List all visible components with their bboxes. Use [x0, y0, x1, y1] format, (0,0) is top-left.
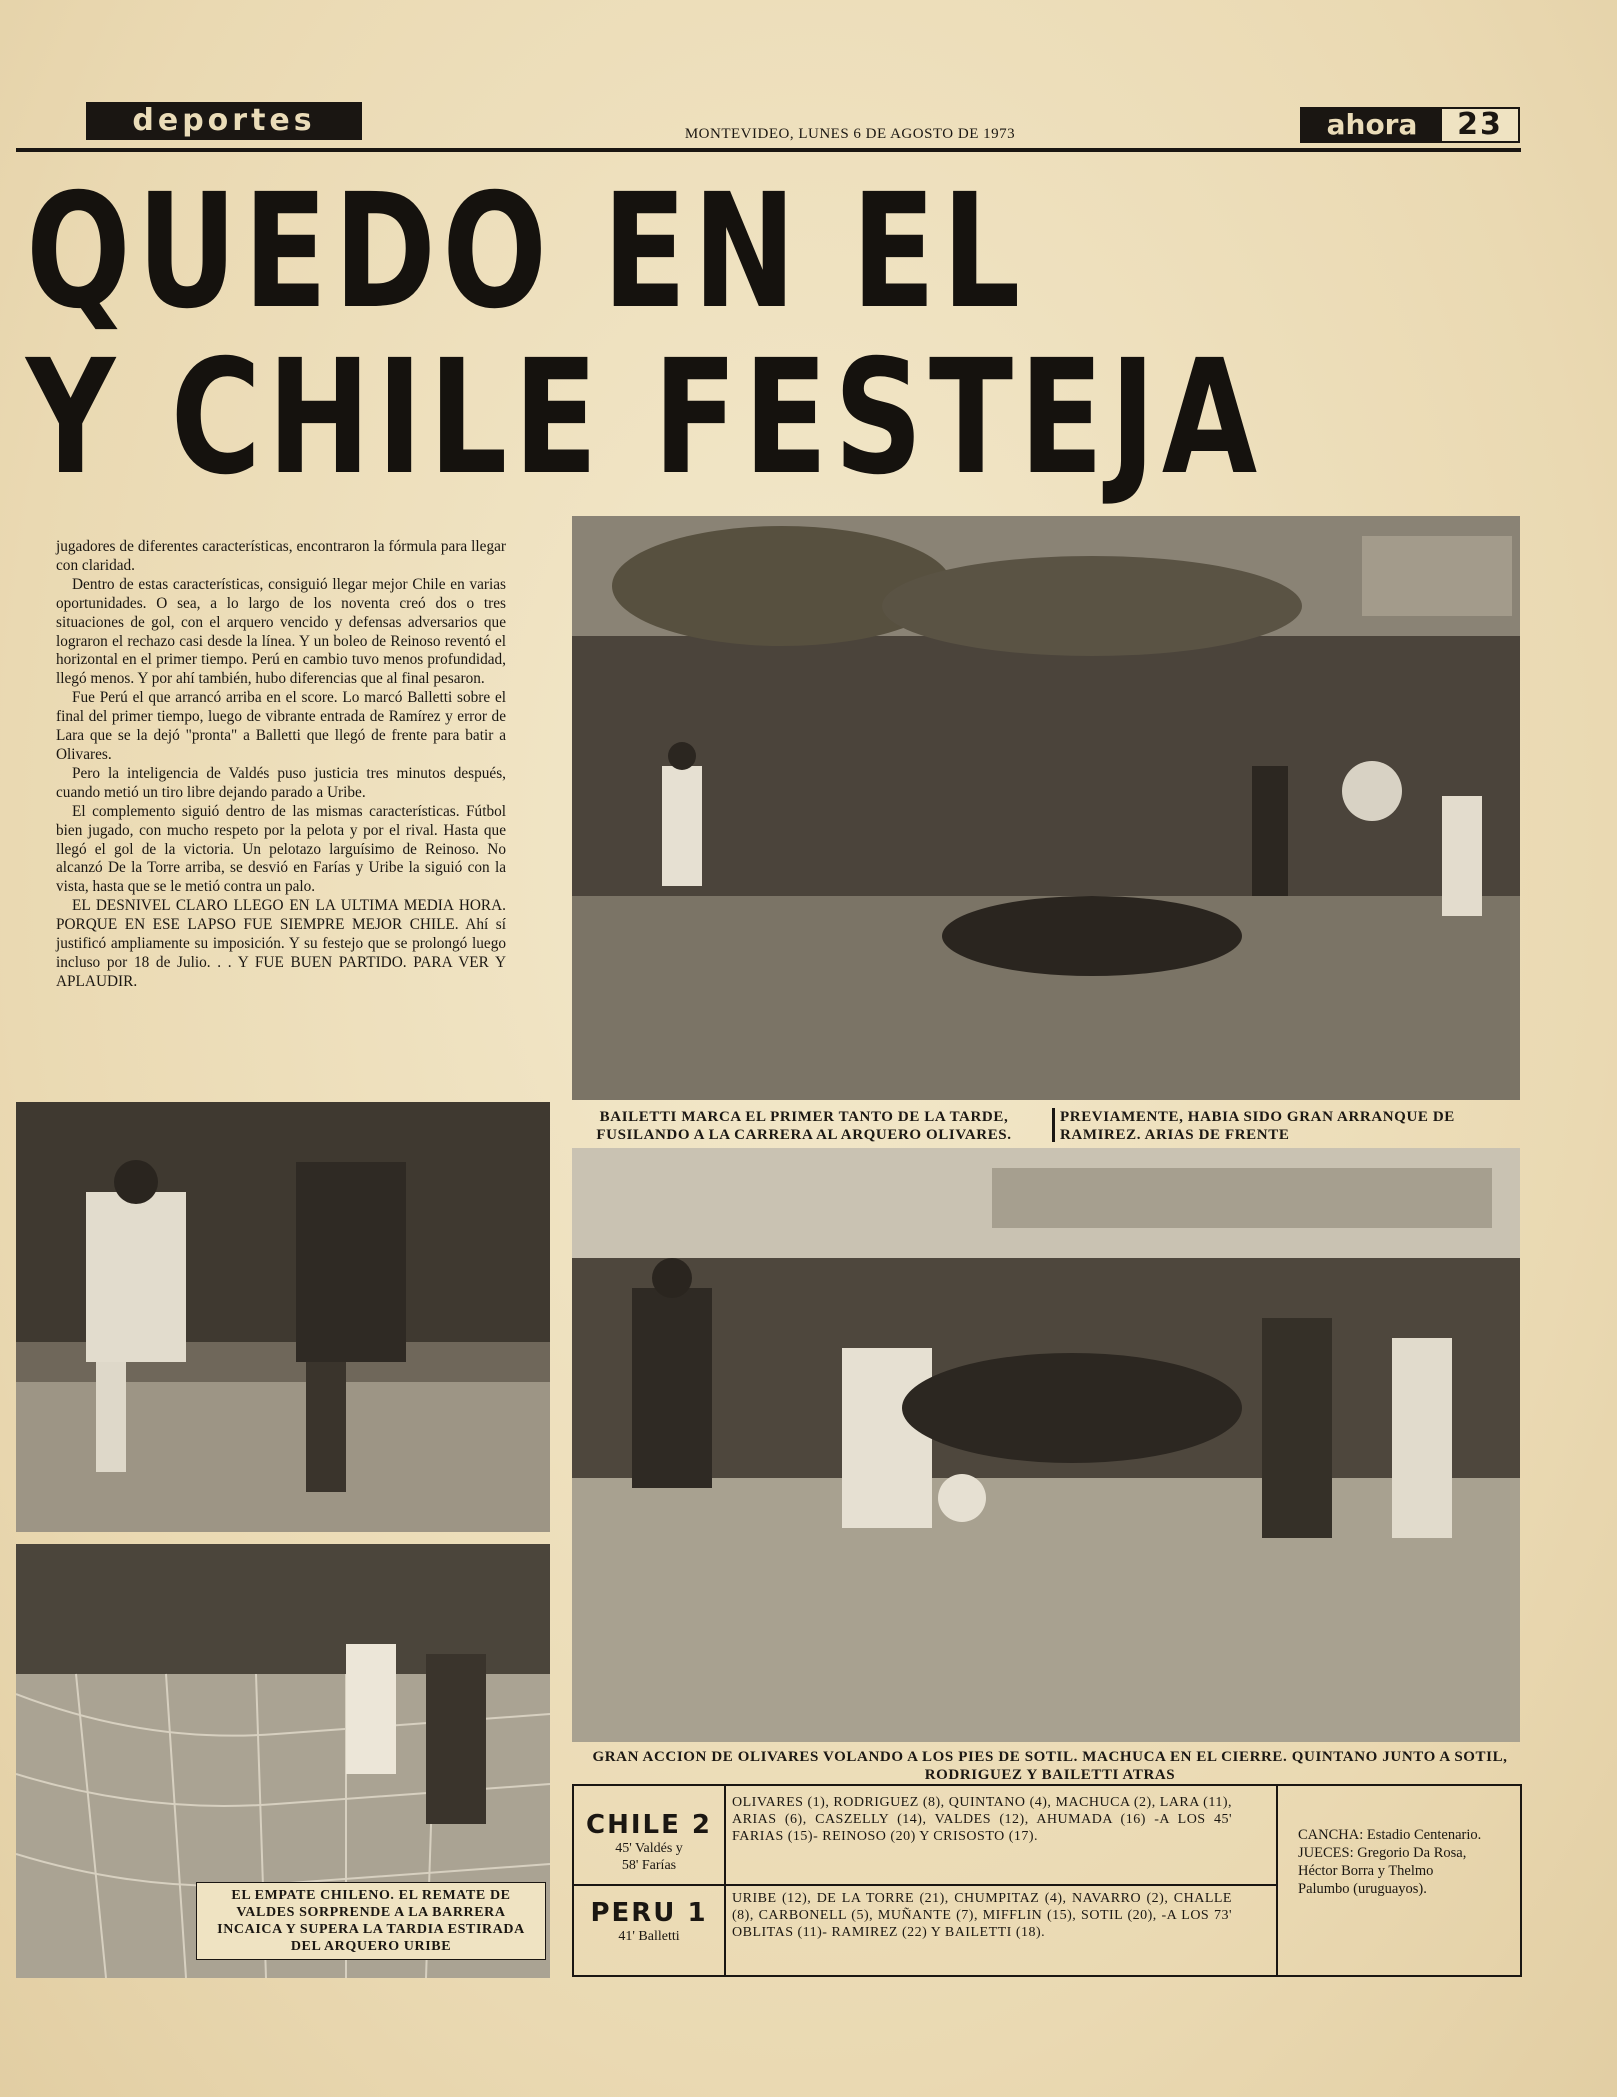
- section-tag: deportes: [86, 102, 362, 140]
- team-name: CHILE 2: [586, 1810, 712, 1840]
- article-paragraph: EL DESNIVEL CLARO LLEGO EN LA ULTIMA MEDIA HORA. PORQUE EN ESE LAPSO FUE SIEMPRE MEJOR CHILE. Ahí sí justificó ampliamente su imposición. Y su festejo que se prolongó luego incluso por 18 de Julio. . . Y FUE BUEN PARTIDO. PARA VER Y APLAUDIR.: [56, 897, 506, 990]
- team-peru: [574, 1898, 724, 1945]
- box-divider: [724, 1884, 1276, 1886]
- header-rule: [16, 148, 1521, 152]
- caption-photo-3: GRAN ACCION DE OLIVARES VOLANDO A LOS PIES DE SOTIL. MACHUCA EN EL CIERRE. QUINTANO JUNTO A SOTIL, RODRIGUEZ Y BAILETTI ATRAS: [592, 1749, 1508, 1783]
- photo-balletti-goal: [572, 516, 1520, 1100]
- goal-line: 41' Balletti: [618, 1929, 680, 1944]
- headline-line-1: QUEDO EN EL: [26, 160, 1027, 344]
- box-divider: [724, 1786, 726, 1975]
- goal-line: 58' Farías: [621, 1858, 677, 1873]
- caption-divider: [1052, 1108, 1055, 1142]
- caption-photo-1: BAILETTI MARCA EL PRIMER TANTO DE LA TARDE, FUSILANDO A LA CARRERA AL ARQUERO OLIVARES.: [596, 1109, 1012, 1143]
- lineup-peru: URIBE (12), DE LA TORRE (21), CHUMPITAZ (4), NAVARRO (2), CHALLE (8), CARBONELL (5), MUÑANTE (7), MIFFLIN (15), SOTIL (20), -A LOS 73' OBLITAS (11)- RAMIREZ (22) Y BAILETTI (18).: [732, 1891, 1232, 1940]
- photo-olivares-save: [572, 1148, 1520, 1742]
- photo-olivares-save-image: [572, 1148, 1520, 1742]
- box-score: [572, 1784, 1522, 1977]
- brand-name: ahora: [1302, 109, 1442, 141]
- lineup-chile: OLIVARES (1), RODRIGUEZ (8), QUINTANO (4), MACHUCA (2), LARA (11), ARIAS (6), CASZELLY (14), VALDES (12), AHUMADA (16) -A LOS 45' FARIAS (15)- REINOSO (20) Y CRISOSTO (17).: [732, 1795, 1232, 1844]
- goal-line: 45' Valdés y: [615, 1841, 683, 1856]
- page-number: 23: [1457, 107, 1503, 142]
- caption-photo-1-b: PREVIAMENTE, HABIA SIDO GRAN ARRANQUE DE RAMIREZ. ARIAS DE FRENTE: [1060, 1109, 1455, 1143]
- article-paragraph: jugadores de diferentes características, encontraron la fórmula para llegar con claridad.: [56, 538, 506, 574]
- box-divider: [1276, 1786, 1278, 1975]
- caption-photo-4: EL EMPATE CHILENO. EL REMATE DE VALDES SORPRENDE A LA BARRERA INCAICA Y SUPERA LA TARDIA ESTIRADA DEL ARQUERO URIBE: [196, 1882, 546, 1960]
- brand-box: [1300, 107, 1520, 143]
- photo-balletti-goal-image: [572, 516, 1520, 1100]
- article-paragraph: Pero la inteligencia de Valdés puso justicia tres minutos después, cuando metió un tiro libre dejando parado a Uribe.: [56, 764, 506, 801]
- box-divider: [574, 1884, 724, 1886]
- article-paragraph: Fue Perú el que arrancó arriba en el score. Lo marcó Balletti sobre el final del primer tiempo, luego de vibrante entrada de Ramírez y error de Lara que se la dejó "pronta" a Balletti que llegó de frente para batir a Olivares.: [56, 689, 506, 763]
- headline-line-2: Y CHILE FESTEJA: [26, 326, 1264, 510]
- dateline: MONTEVIDEO, LUNES 6 DE AGOSTO DE 1973: [684, 126, 1016, 142]
- venue-info: CANCHA: Estadio Centenario. JUECES: Gregorio Da Rosa, Héctor Borra y Thelmo Palumbo (uruguayos).: [1298, 1827, 1482, 1897]
- team-name: PERU 1: [590, 1898, 708, 1928]
- photo-left-action-image: [16, 1102, 550, 1532]
- article-body: [56, 538, 506, 992]
- article-paragraph: El complemento siguió dentro de las mismas características. Fútbol bien jugado, con mucho respeto por la pelota y por el rival. Hasta que llegó el gol de la victoria. Un pelotazo larguísimo de Reinoso. No alcanzó De la Torre arriba, se desvió en Farías y Uribe la siguió con la vista, hasta que se le metió contra un palo.: [56, 802, 506, 896]
- team-chile: [574, 1810, 724, 1874]
- article-paragraph: Dentro de estas características, consiguió llegar mejor Chile en varias oportunidades. O sea, a lo largo de los noventa creó dos o tres situaciones de gol, con el arquero vencido y defensas adversarios que lograron el rechazo casi desde la línea. Y un boleo de Reinoso reventó el horizontal en el primer tiempo. Perú en cambio tuvo menos profundidad, llegó menos. Y por ahí también, hubo diferencias que al final pesaron.: [56, 575, 506, 688]
- photo-left-action: [16, 1102, 550, 1532]
